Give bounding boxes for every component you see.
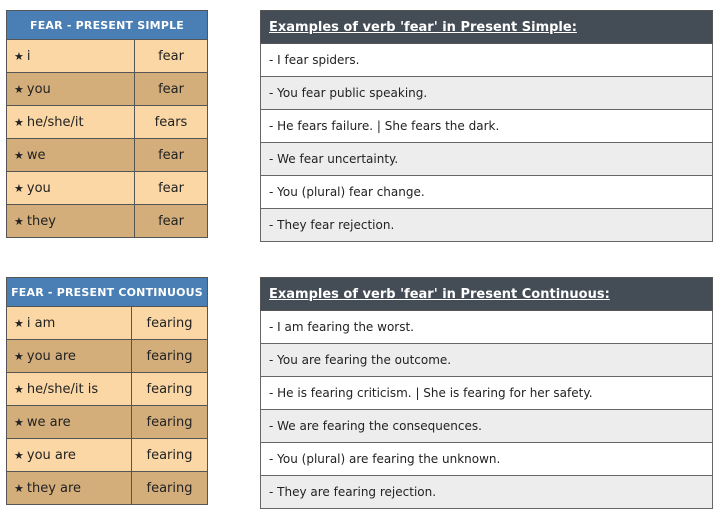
table-row bbox=[7, 373, 208, 406]
verb-form: fear bbox=[135, 73, 208, 106]
example-sentence: - You (plural) are fearing the unknown. bbox=[261, 443, 713, 476]
example-sentence: - You fear public speaking. bbox=[261, 77, 713, 110]
table-row bbox=[7, 439, 208, 472]
pronoun: i bbox=[26, 48, 31, 64]
star-icon: ★ bbox=[14, 148, 24, 162]
star-icon: ★ bbox=[14, 415, 24, 429]
table-row bbox=[7, 172, 208, 205]
conjugation-table-header: FEAR - PRESENT SIMPLE bbox=[7, 11, 208, 40]
table-row bbox=[261, 77, 713, 110]
verb-form: fearing bbox=[132, 439, 208, 472]
table-row bbox=[7, 406, 208, 439]
table-row bbox=[261, 44, 713, 77]
star-icon: ★ bbox=[14, 214, 24, 228]
pronoun: you are bbox=[26, 348, 76, 364]
star-icon: ★ bbox=[14, 49, 24, 63]
star-icon: ★ bbox=[14, 349, 24, 363]
verb-form: fear bbox=[135, 172, 208, 205]
star-icon: ★ bbox=[14, 115, 24, 129]
table-row bbox=[7, 73, 208, 106]
pronoun: you bbox=[26, 81, 51, 97]
table-row bbox=[7, 139, 208, 172]
example-sentence: - I fear spiders. bbox=[261, 44, 713, 77]
table-row bbox=[261, 476, 713, 509]
star-icon: ★ bbox=[14, 382, 24, 396]
table-row bbox=[7, 472, 208, 505]
pronoun: you are bbox=[26, 447, 76, 463]
star-icon: ★ bbox=[14, 82, 24, 96]
present-simple-examples-table bbox=[260, 10, 713, 242]
table-row bbox=[261, 443, 713, 476]
present-continuous-examples-table bbox=[260, 277, 713, 509]
pronoun: i am bbox=[26, 315, 56, 331]
table-row bbox=[261, 110, 713, 143]
present-simple-conjugation-table bbox=[6, 10, 208, 238]
example-sentence: - I am fearing the worst. bbox=[261, 311, 713, 344]
verb-form: fear bbox=[135, 205, 208, 238]
verb-form: fear bbox=[135, 139, 208, 172]
table-row bbox=[261, 311, 713, 344]
star-icon: ★ bbox=[14, 481, 24, 495]
example-sentence: - He is fearing criticism. | She is fearing for her safety. bbox=[261, 377, 713, 410]
pronoun: we bbox=[26, 147, 46, 163]
conjugation-table-header: FEAR - PRESENT CONTINUOUS bbox=[7, 278, 208, 307]
star-icon: ★ bbox=[14, 181, 24, 195]
verb-form: fear bbox=[135, 40, 208, 73]
pronoun: they bbox=[26, 213, 56, 229]
table-row bbox=[261, 344, 713, 377]
table-row bbox=[261, 143, 713, 176]
verb-form: fearing bbox=[132, 406, 208, 439]
present-continuous-conjugation-table bbox=[6, 277, 208, 505]
table-row bbox=[7, 40, 208, 73]
example-sentence: - They are fearing rejection. bbox=[261, 476, 713, 509]
example-sentence: - You are fearing the outcome. bbox=[261, 344, 713, 377]
table-row bbox=[261, 209, 713, 242]
pronoun: you bbox=[26, 180, 51, 196]
examples-table-header: Examples of verb 'fear' in Present Simple: bbox=[261, 11, 713, 44]
table-row bbox=[7, 205, 208, 238]
table-row bbox=[261, 410, 713, 443]
pronoun: they are bbox=[26, 480, 82, 496]
verb-form: fearing bbox=[132, 472, 208, 505]
example-sentence: - We fear uncertainty. bbox=[261, 143, 713, 176]
example-sentence: - He fears failure. | She fears the dark. bbox=[261, 110, 713, 143]
verb-form: fearing bbox=[132, 373, 208, 406]
verb-form: fearing bbox=[132, 340, 208, 373]
verb-form: fearing bbox=[132, 307, 208, 340]
star-icon: ★ bbox=[14, 448, 24, 462]
star-icon: ★ bbox=[14, 316, 24, 330]
table-row bbox=[7, 307, 208, 340]
example-sentence: - We are fearing the consequences. bbox=[261, 410, 713, 443]
examples-table-header: Examples of verb 'fear' in Present Continuous: bbox=[261, 278, 713, 311]
example-sentence: - You (plural) fear change. bbox=[261, 176, 713, 209]
table-row bbox=[7, 340, 208, 373]
table-row bbox=[261, 176, 713, 209]
pronoun: we are bbox=[26, 414, 71, 430]
table-row bbox=[261, 377, 713, 410]
verb-form: fears bbox=[135, 106, 208, 139]
example-sentence: - They fear rejection. bbox=[261, 209, 713, 242]
pronoun: he/she/it bbox=[26, 114, 84, 130]
pronoun: he/she/it is bbox=[26, 381, 99, 397]
table-row bbox=[7, 106, 208, 139]
